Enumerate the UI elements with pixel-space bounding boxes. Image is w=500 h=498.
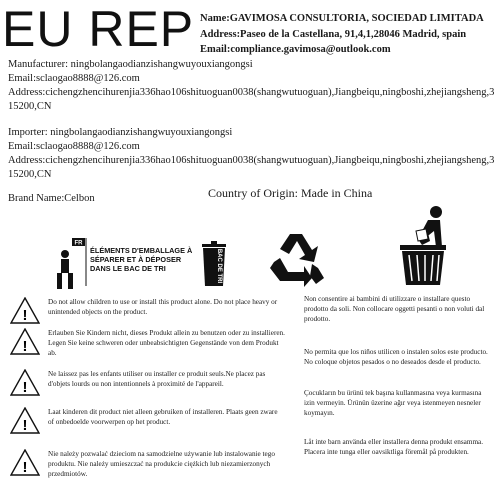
manufacturer-address: Address:cichengzhencihurenjia336hao106shituoguan0038(shangwutuoguan),Jiangbeiqu,ningboshi,zhejiangsheng,315200,CN bbox=[8, 87, 495, 112]
warning-row-fr bbox=[10, 369, 285, 396]
warning-text-pl: Nie należy pozwalać dzieciom na samodzielne używanie lub instalowanie tego produktu. Nie należy umieszczać na produkcie ciężkich lub niezamierzonych przedmiotów. bbox=[48, 450, 275, 478]
warning-row-pl bbox=[10, 449, 285, 479]
eu-rep-address: Address:Paseo de la Castellana, 91,4,1,28046 Madrid, spain bbox=[200, 28, 467, 40]
manufacturer-name: Manufacturer: ningbolangaodianzishangwuyouxiangongsi bbox=[8, 59, 253, 70]
warning-text-sv: Låt inte barn använda eller installera denna produkt ensamma. Placera inte tunga eller oavsiktliga föremål på produkten. bbox=[304, 438, 484, 456]
warning-row-it bbox=[304, 294, 494, 324]
eu-rep-email: Email:compliance.gavimosa@outlook.com bbox=[200, 44, 391, 55]
triman-label bbox=[50, 236, 240, 290]
importer-email: Email:sclaogao8888@126.com bbox=[8, 141, 140, 152]
svg-text:!: ! bbox=[22, 307, 28, 324]
warning-row-sv bbox=[304, 437, 494, 457]
triman-text: ÉLÉMENTS D'EMBALLAGE À SÉPARER ET À DÉPOSER DANS LE BAC DE TRI bbox=[90, 246, 193, 273]
eu-rep-contact bbox=[200, 11, 484, 58]
brand-name: Brand Name:Celbon bbox=[8, 193, 95, 204]
importer-address: Address:cichengzhencihurenjia336hao106shituoguan0038(shangwutuoguan),Jiangbeiqu,ningboshi,zhejiangsheng,315200,CN bbox=[8, 155, 495, 180]
warning-icon bbox=[10, 449, 40, 476]
svg-text:BAC DE TRI: BAC DE TRI bbox=[216, 248, 222, 284]
warning-row-es bbox=[304, 347, 494, 367]
warning-row-nl bbox=[10, 407, 285, 434]
eu-rep-name: Name:GAVIMOSA CONSULTORIA, SOCIEDAD LIMITADA bbox=[200, 13, 484, 24]
importer-block bbox=[8, 126, 496, 182]
manufacturer-block bbox=[8, 58, 496, 114]
svg-text:!: ! bbox=[22, 459, 28, 476]
warning-text-es: No permita que los niños utilicen o instalen solos este producto. No coloque objetos pesados o no deseados desde el producto. bbox=[304, 348, 488, 366]
triman-fr-label: FR bbox=[74, 240, 83, 247]
warning-text-de: Erlauben Sie Kindern nicht, dieses Produkt allein zu benutzen oder zu installieren. Legen Sie keine schweren oder unbeabsichtigten Gegenstände von dem Produkt ab. bbox=[48, 329, 285, 357]
svg-text:!: ! bbox=[22, 417, 28, 434]
warning-text-it: Non consentire ai bambini di utilizzare o installare questo prodotto da soli. Non collocare oggetti pesanti o non voluti dal prodotto. bbox=[304, 295, 485, 323]
warning-icon bbox=[10, 328, 40, 355]
warning-text-nl: Laat kinderen dit product niet alleen gebruiken of installeren. Plaats geen zware of onbedoelde voorwerpen op het product. bbox=[48, 408, 278, 426]
tidyman-icon bbox=[392, 205, 458, 287]
warning-row-de bbox=[10, 328, 285, 358]
warning-text-en: Do not allow children to use or install this product alone. Do not place heavy or unintended objects on the product. bbox=[48, 298, 278, 316]
svg-text:!: ! bbox=[22, 338, 28, 355]
country-of-origin: Country of Origin: Made in China bbox=[208, 186, 373, 200]
warning-row-en bbox=[10, 297, 285, 324]
warning-text-fr: Ne laissez pas les enfants utiliser ou installer ce produit seuls.Ne placez pas d'objets lourds ou non intentionnels à proximité de l'appareil. bbox=[48, 370, 266, 388]
warning-row-tr bbox=[304, 388, 494, 418]
warning-icon bbox=[10, 369, 40, 396]
svg-text:!: ! bbox=[22, 379, 28, 396]
eu-rep-logo: EU REP bbox=[2, 1, 195, 57]
warning-icon bbox=[10, 407, 40, 434]
recycle-icon bbox=[268, 228, 326, 288]
importer-name: Importer: ningbolangaodianzishangwuyouxiangongsi bbox=[8, 127, 233, 138]
warning-text-tr: Çocukların bu ürünü tek başına kullanmasına veya kurmasına izin vermeyin. Ürünün üzerine ağır veya istenmeyen nesneler koymayın. bbox=[304, 389, 482, 417]
warning-icon bbox=[10, 297, 40, 324]
triman-icon bbox=[50, 236, 240, 292]
manufacturer-email: Email:sclaogao8888@126.com bbox=[8, 73, 140, 84]
